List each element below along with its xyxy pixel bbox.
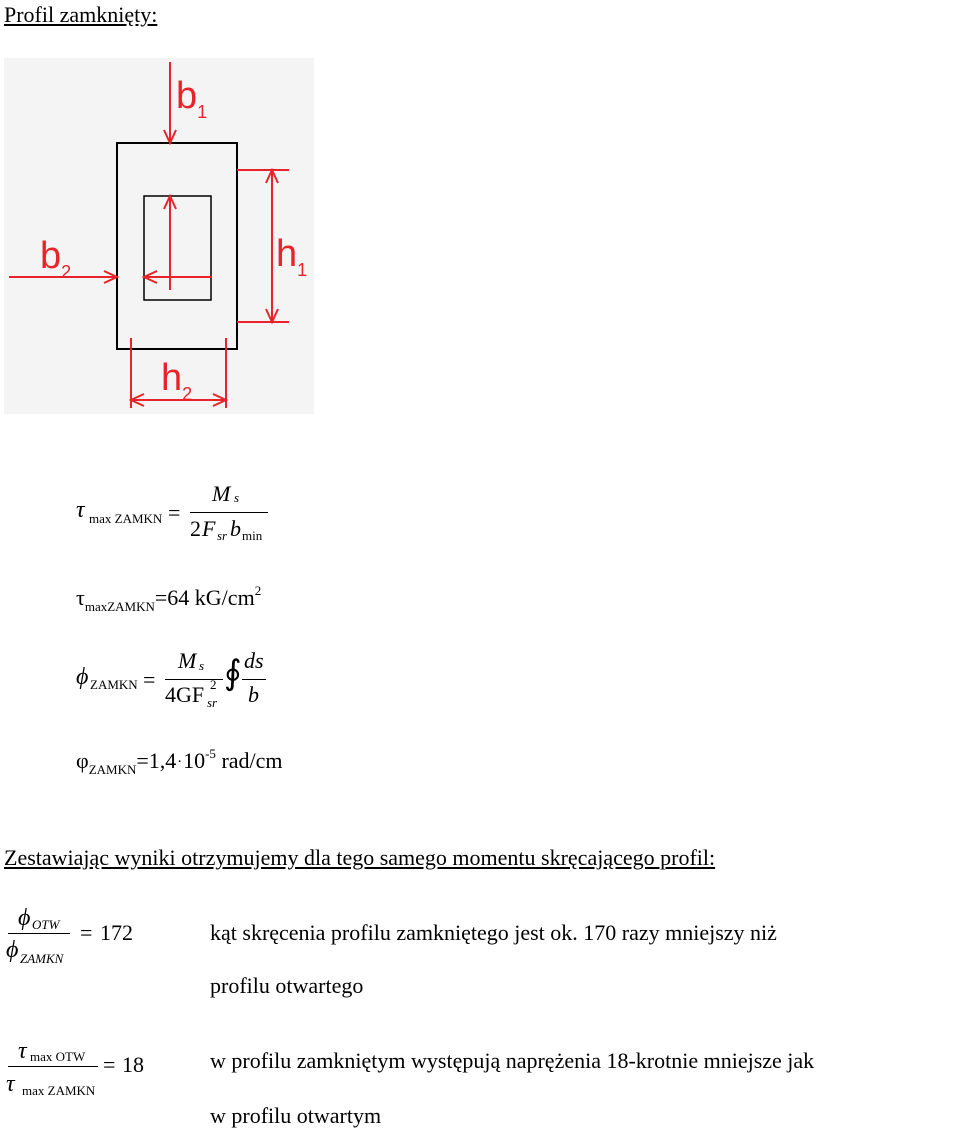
formula1-den-b-sub: min bbox=[242, 528, 263, 543]
summary-text: Zestawiając wyniki otrzymujemy dla tego samego momentu skręcającego profil: bbox=[4, 845, 716, 870]
formula1-den-b: b bbox=[230, 516, 241, 541]
result2-symbol: φ bbox=[76, 748, 89, 773]
formula2-int-bar bbox=[242, 679, 266, 680]
formula2-lhs-sub: ZAMKN bbox=[90, 677, 138, 692]
ratio2-description-line1: w profilu zamkniętym występują naprężenia 18-krotnie mniejsze jak bbox=[210, 1048, 815, 1073]
label-b2: $b_2$ bbox=[40, 235, 72, 282]
ratio2-fraction-bar bbox=[8, 1066, 98, 1067]
formula1-lhs: τ bbox=[76, 497, 85, 523]
result1-sub: maxZAMKN bbox=[84, 599, 155, 614]
formula1-num: M bbox=[212, 481, 231, 506]
ratio1-description-line1: kąt skręcenia profilu zamkniętego jest ok. 170 razy mniejszy niż bbox=[210, 920, 777, 945]
ratio2-num: τ bbox=[18, 1038, 27, 1064]
formula1-num-sub: s bbox=[234, 490, 240, 505]
formula2-den: 4GF bbox=[165, 682, 205, 707]
page-heading: Profil zamknięty: bbox=[4, 2, 158, 27]
formula2-num: M bbox=[178, 648, 197, 673]
ratio1-num-sub: OTW bbox=[32, 917, 60, 932]
ratio2-den-sub: max ZAMKN bbox=[22, 1083, 96, 1098]
formula1-eq: = bbox=[168, 500, 181, 525]
multiply-dot-icon: ⋅ bbox=[177, 755, 183, 771]
formula1-fraction-bar bbox=[190, 512, 268, 513]
ratio1-eq: = bbox=[80, 920, 93, 945]
contour-integral-icon: ∮ bbox=[224, 655, 242, 692]
result2-exponent: -5 bbox=[205, 746, 216, 761]
result2-unit: rad/cm bbox=[215, 748, 283, 773]
label-b1: $b_1$ bbox=[176, 75, 208, 122]
formula1-den-coef: 2 bbox=[190, 516, 201, 541]
formula1-den-f-sub: sr bbox=[217, 528, 228, 543]
result-tau bbox=[76, 583, 262, 614]
formula2-int-num: ds bbox=[244, 648, 264, 673]
result1-sup: 2 bbox=[254, 583, 262, 598]
closed-profile-diagram bbox=[4, 58, 314, 414]
formula2-den-sup: 2 bbox=[210, 677, 217, 692]
result-phi bbox=[76, 746, 283, 777]
ratio2-den: τ bbox=[6, 1071, 15, 1097]
ratio2-eq: = bbox=[103, 1052, 116, 1077]
ratio1-description-line2: profilu otwartego bbox=[210, 973, 364, 998]
formula1-lhs-sub: max ZAMKN bbox=[89, 511, 163, 526]
formula2-int-den: b bbox=[248, 682, 259, 707]
ratio1-den: ϕ bbox=[6, 937, 19, 963]
formula2-eq: = bbox=[143, 667, 156, 692]
ratio1-den-sub: ZAMKN bbox=[20, 951, 64, 966]
ratio1-value: 172 bbox=[100, 920, 133, 945]
ratio1-num: ϕ bbox=[18, 905, 31, 931]
label-h1: $h_1$ bbox=[276, 233, 308, 280]
result2-value: =1,4 bbox=[136, 748, 177, 773]
ratio2-description-line2: w profilu otwartym bbox=[210, 1103, 382, 1128]
ratio2-value: 18 bbox=[122, 1052, 144, 1077]
result1-symbol: τ bbox=[76, 585, 85, 610]
result2-ten: 10 bbox=[183, 748, 206, 773]
formula2-num-sub: s bbox=[199, 658, 205, 673]
result2-sub: ZAMKN bbox=[88, 762, 137, 777]
label-h2: $h_2$ bbox=[161, 357, 193, 404]
result1-value: =64 kG/cm bbox=[154, 585, 255, 610]
ratio1-fraction-bar bbox=[8, 933, 70, 934]
ratio2-num-sub: max OTW bbox=[30, 1049, 86, 1064]
formula1-den-f: F bbox=[202, 516, 216, 541]
formula2-lhs: ϕ bbox=[76, 664, 89, 690]
formula2-den-sub: sr bbox=[207, 695, 218, 710]
